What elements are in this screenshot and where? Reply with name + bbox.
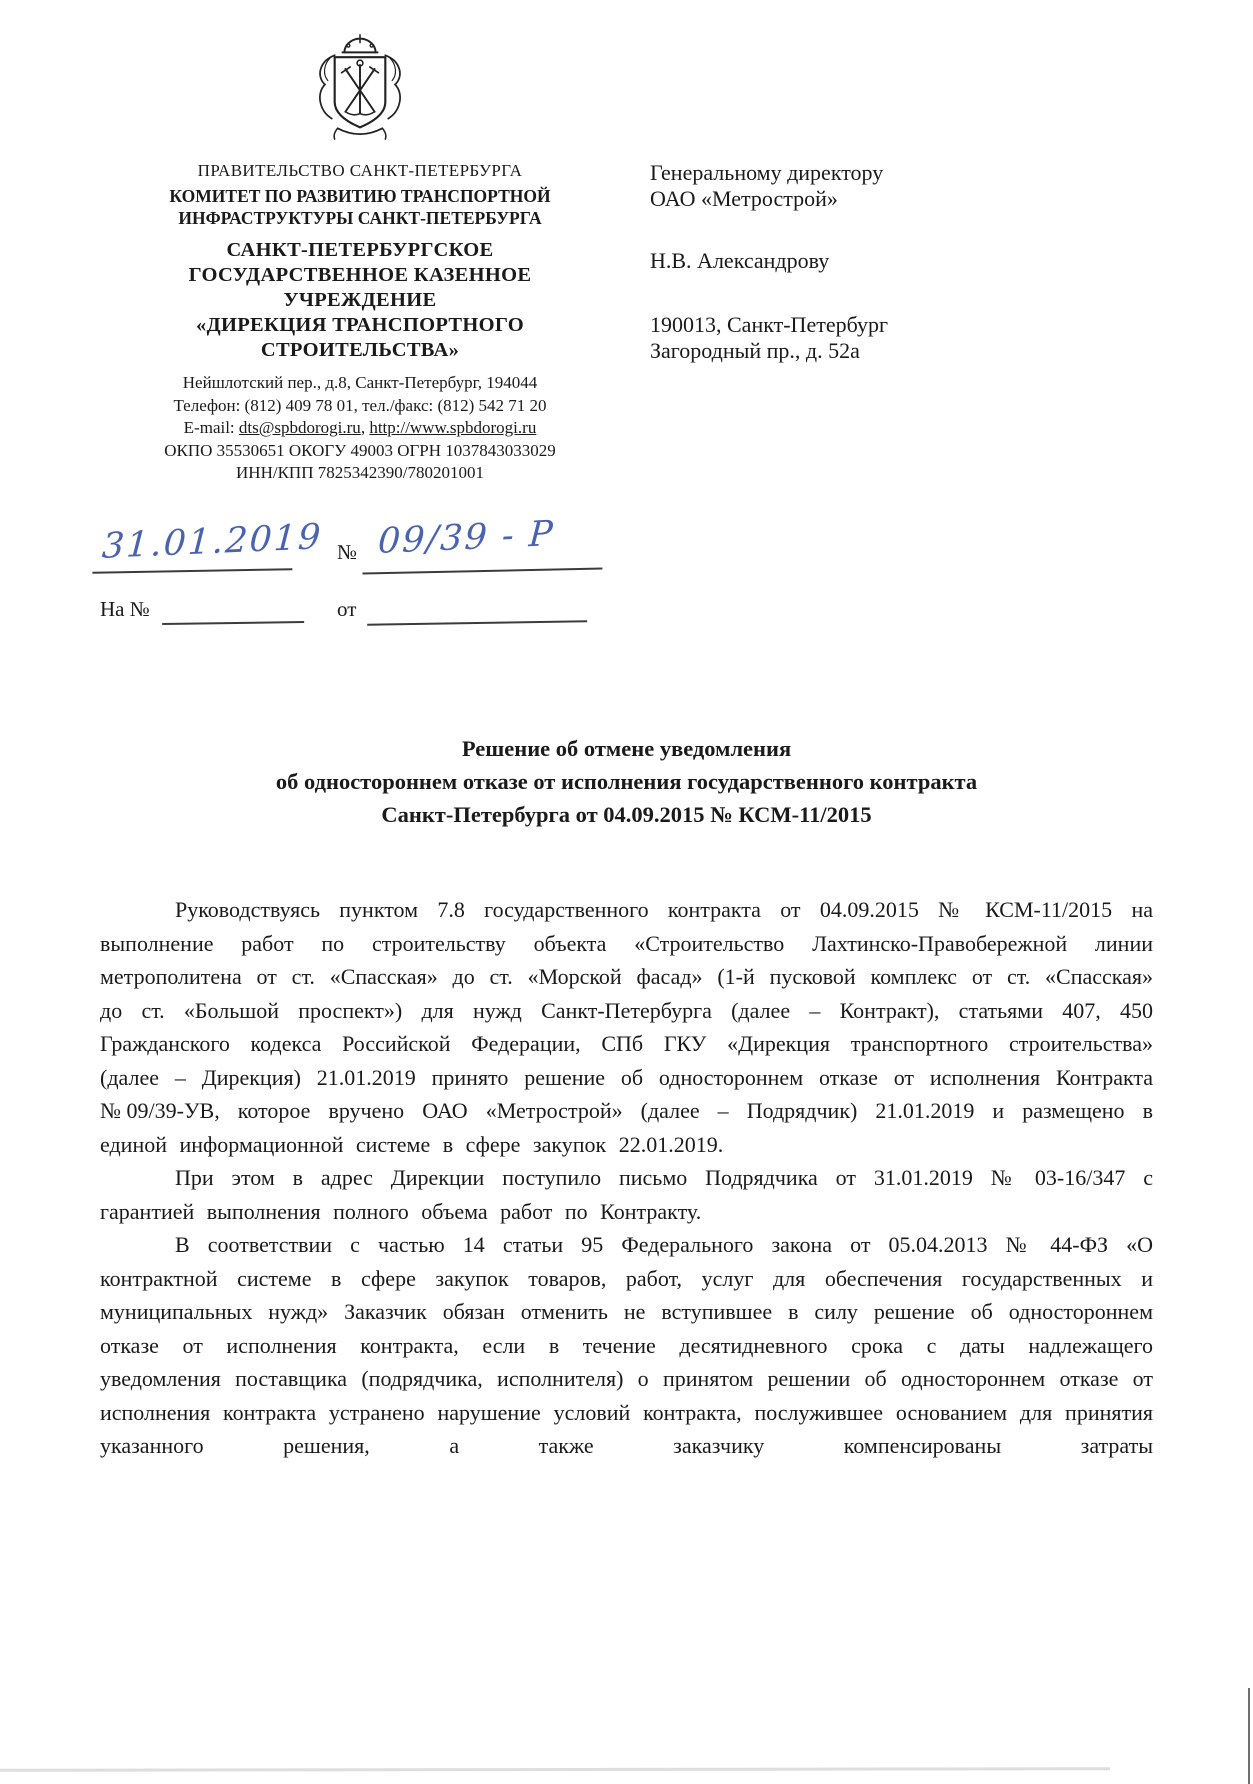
codes-line-1: ОКПО 35530651 ОКОГУ 49003 ОГРН 1037843033029 bbox=[164, 440, 556, 460]
date-blank-line bbox=[92, 526, 293, 573]
email-line bbox=[90, 417, 630, 440]
postal-address: Нейшлотский пер., д.8, Санкт-Петербург, 194044 bbox=[182, 373, 538, 392]
contact-block bbox=[90, 372, 630, 485]
body-paragraph-1: Руководствуясь пунктом 7.8 государственного контракта от 04.09.2015 № КСМ-11/2015 на выполнение работ по строительству объекта «Строительство Лахтинско-Правобережной линии метрополитена от ст. «Спасская» до ст. «Морской фасад» (1-й пусковой комплекс от ст. «Спасская» до ст. «Большой проспект») для нужд Санкт-Петербурга (далее – Контракт), статьями 407, 450 Гражданского кодекса Российской Федерации, СПб ГКУ «Дирекция транспортного строительства» (далее – Дирекция) 21.01.2019 принято решение об одностороннем отказе от исполнения Контракта №09/39-УВ, которое вручено ОАО «Метрострой» (далее – Подрядчик) 21.01.2019 и размещено в единой информационной системе в сфере закупок 22.01.2019. bbox=[100, 897, 1153, 1157]
email-separator: , bbox=[360, 418, 370, 437]
document-title bbox=[100, 732, 1153, 831]
recipient-company: ОАО «Метрострой» bbox=[650, 186, 838, 211]
org-line-5: СТРОИТЕЛЬСТВА» bbox=[260, 339, 460, 361]
body-paragraph-2: При этом в адрес Дирекции поступило письмо Подрядчика от 31.01.2019 № 03-16/347 с гарантией выполнения полного объема работ по Контракту. bbox=[100, 1165, 1153, 1224]
number-blank-line bbox=[362, 525, 603, 574]
recipient-name: Н.В. Александрову bbox=[650, 248, 830, 273]
committee-line-1: КОМИТЕТ ПО РАЗВИТИЮ ТРАНСПОРТНОЙ bbox=[169, 186, 551, 206]
title-line-2: об одностороннем отказе от исполнения государственного контракта bbox=[275, 769, 978, 794]
committee-line-2: ИНФРАСТРУКТУРЫ САНКТ-ПЕТЕРБУРГА bbox=[178, 208, 542, 228]
reply-from-label: от bbox=[337, 597, 357, 621]
org-line-2: ГОСУДАРСТВЕННОЕ КАЗЕННОЕ bbox=[188, 264, 532, 286]
committee-name bbox=[90, 185, 630, 229]
letterhead bbox=[90, 28, 630, 485]
reply-number-blank-line bbox=[162, 599, 304, 625]
recipient-address-1: 190013, Санкт-Петербург bbox=[650, 312, 888, 337]
org-line-1: САНКТ-ПЕТЕРБУРГСКОЕ bbox=[226, 239, 494, 261]
reply-to-number-label: На № bbox=[100, 597, 150, 621]
reply-date-blank-line bbox=[367, 598, 587, 625]
recipient-position: Генеральному директору bbox=[650, 160, 884, 185]
website-url: http://www.spbdorogi.ru bbox=[369, 418, 537, 437]
government-line: ПРАВИТЕЛЬСТВО САНКТ-ПЕТЕРБУРГА bbox=[197, 161, 523, 180]
title-line-1: Решение об отмене уведомления bbox=[461, 736, 792, 761]
title-line-3: Санкт-Петербурга от 04.09.2015 № КСМ-11/2015 bbox=[381, 802, 872, 827]
spb-coat-of-arms-icon bbox=[301, 28, 419, 140]
email-address: dts@spbdorogi.ru bbox=[238, 418, 361, 437]
body-paragraph-3: В соответствии с частью 14 статьи 95 Федерального закона от 05.04.2013 № 44-ФЗ «О контрактной системе в сфере закупок товаров, работ, услуг для обеспечения государственных и муниципальных нужд» Заказчик обязан отменить не вступившее в силу решение об одностороннем отказе от исполнения контракта, если в течение десятидневного срока с даты надлежащего уведомления поставщика (подрядчика, исполнителя) о принятом решении об одностороннем отказе от исполнения контракта устранено нарушение условий контракта, послужившее основанием для принятия указанного решения, а также заказчику компенсированы затраты bbox=[100, 1232, 1153, 1458]
organization-name bbox=[90, 238, 630, 363]
number-sign-label: № bbox=[337, 540, 358, 564]
handwritten-date: 31.01.2019 bbox=[100, 517, 324, 567]
org-line-4: «ДИРЕКЦИЯ ТРАНСПОРТНОГО bbox=[196, 314, 524, 336]
document-body bbox=[100, 893, 1153, 1463]
email-label: E-mail: bbox=[183, 418, 239, 437]
recipient-block bbox=[650, 160, 1110, 364]
codes-line-2: ИНН/КПП 7825342390/780201001 bbox=[236, 463, 484, 482]
recipient-address-2: Загородный пр., д. 52а bbox=[650, 338, 860, 363]
scan-edge-right bbox=[1248, 1688, 1250, 1784]
org-line-3: УЧРЕЖДЕНИЕ bbox=[283, 289, 437, 311]
handwritten-outgoing-number: 09/39 - Р bbox=[376, 514, 556, 562]
phone-line: Телефон: (812) 409 78 01, тел./факс: (812) 542 71 20 bbox=[173, 395, 547, 415]
scan-edge-bottom bbox=[0, 1767, 1110, 1772]
